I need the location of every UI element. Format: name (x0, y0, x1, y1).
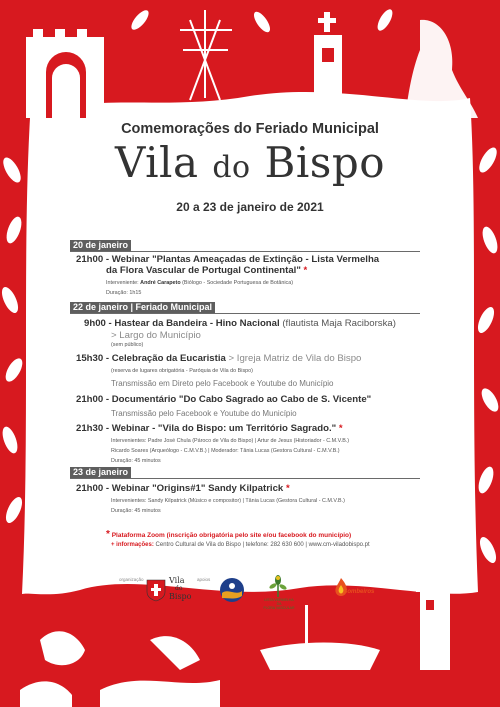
municipal-shield-logo (145, 578, 167, 602)
event-speakers: Intervenientes: Sandy Kilpatrick (Músico e compositor) | Tânia Lucas (Gestora Cultural - C.M.V.B.) (111, 498, 345, 504)
event-title: 21h00 - Webinar "Origins#1" Sandy Kilpatrick * (76, 483, 290, 494)
divider (70, 478, 420, 479)
title-bispo: Bispo (264, 138, 385, 187)
page-title (0, 138, 500, 187)
event-note: (sem público) (111, 342, 144, 348)
event-broadcast: Transmissão pelo Facebook e Youtube do Município (111, 409, 297, 418)
zoom-star: * (285, 483, 290, 494)
title-do: do (212, 150, 251, 185)
zoom-star: * (338, 423, 343, 434)
day-label-20-jan: 20 de janeiro (70, 240, 131, 251)
event-title-cont: da Flora Vascular de Portugal Continental" * (106, 265, 308, 276)
parish-logo (218, 576, 246, 604)
event-speaker: Interveniente: André Carapeto (Biólogo - Sociedade Portuguesa de Botânica) (106, 280, 294, 286)
vila-do-bispo-logo-text: Vila do Bispo (169, 576, 192, 601)
event-broadcast: Transmissão em Direto pelo Facebook e Youtube do Município (111, 379, 334, 388)
day-label-22-jan: 22 de janeiro | Feriado Municipal (70, 302, 215, 313)
event-dates: 20 a 23 de janeiro de 2021 (176, 200, 324, 214)
supporters-label: apoios (197, 577, 211, 582)
event-duration: Duração: 1h15 (106, 290, 142, 296)
organization-label: organização (119, 577, 144, 582)
event-speakers: Ricardo Soares (Arqueólogo - C.M.V.B.) | Moderador: Tânia Lucas (Gestora Cultural - C.M.V.B.) (111, 448, 340, 454)
event-note: (reserva de lugares obrigatória - Paróquia de Vila do Bispo) (111, 368, 253, 374)
event-speakers: Intervenientes: Padre José Chula (Pároco de Vila do Bispo) | Artur de Jesus (Historiador - C.M.V.B.) (111, 438, 350, 444)
event-duration: Duração: 45 minutos (111, 458, 161, 464)
pretitle: Comemorações do Feriado Municipal (121, 121, 379, 137)
saint-figure-illustration (405, 20, 478, 118)
event-title: 21h30 - Webinar - "Vila do Bispo: um Território Sagrado." * (76, 423, 343, 434)
event-duration: Duração: 45 minutos (111, 508, 161, 514)
event-title: 9h00 - Hastear da Bandeira - Hino Nacional (flautista Maja Raciborska) (84, 318, 396, 329)
fortress-gate-illustration (26, 30, 104, 118)
divider (70, 251, 420, 252)
flora-logo-text: LISTA VERMELHA DA FLORA VASCULAR (263, 598, 295, 610)
flora-logo (267, 574, 289, 598)
day-label-23-jan: 23 de janeiro (70, 467, 131, 478)
divider (70, 313, 420, 314)
mast-illustration (180, 10, 232, 100)
info-line: + informações: Centro Cultural de Vila do Bispo | telefone: 282 630 600 | www.cm-viladobispo.pt (111, 542, 370, 548)
event-title: 21h00 - Documentário "Do Cabo Sagrado ao Cabo de S. Vicente" (76, 394, 372, 405)
event-title: 21h00 - Webinar "Plantas Ameaçadas de Extinção - Lista Vermelha (76, 254, 380, 265)
title-vila: Vila (114, 138, 199, 187)
zoom-star: * (303, 265, 308, 276)
event-location: > Largo do Município (111, 330, 201, 341)
firefighters-logo-text: Bombeiros (343, 589, 375, 595)
church-tower-illustration (314, 12, 342, 95)
zoom-note: * Plataforma Zoom (inscrição obrigatória pelo site e/ou facebook do município) (106, 529, 352, 540)
event-title: 15h30 - Celebração da Eucaristia > Igreja Matriz de Vila do Bispo (76, 353, 362, 364)
